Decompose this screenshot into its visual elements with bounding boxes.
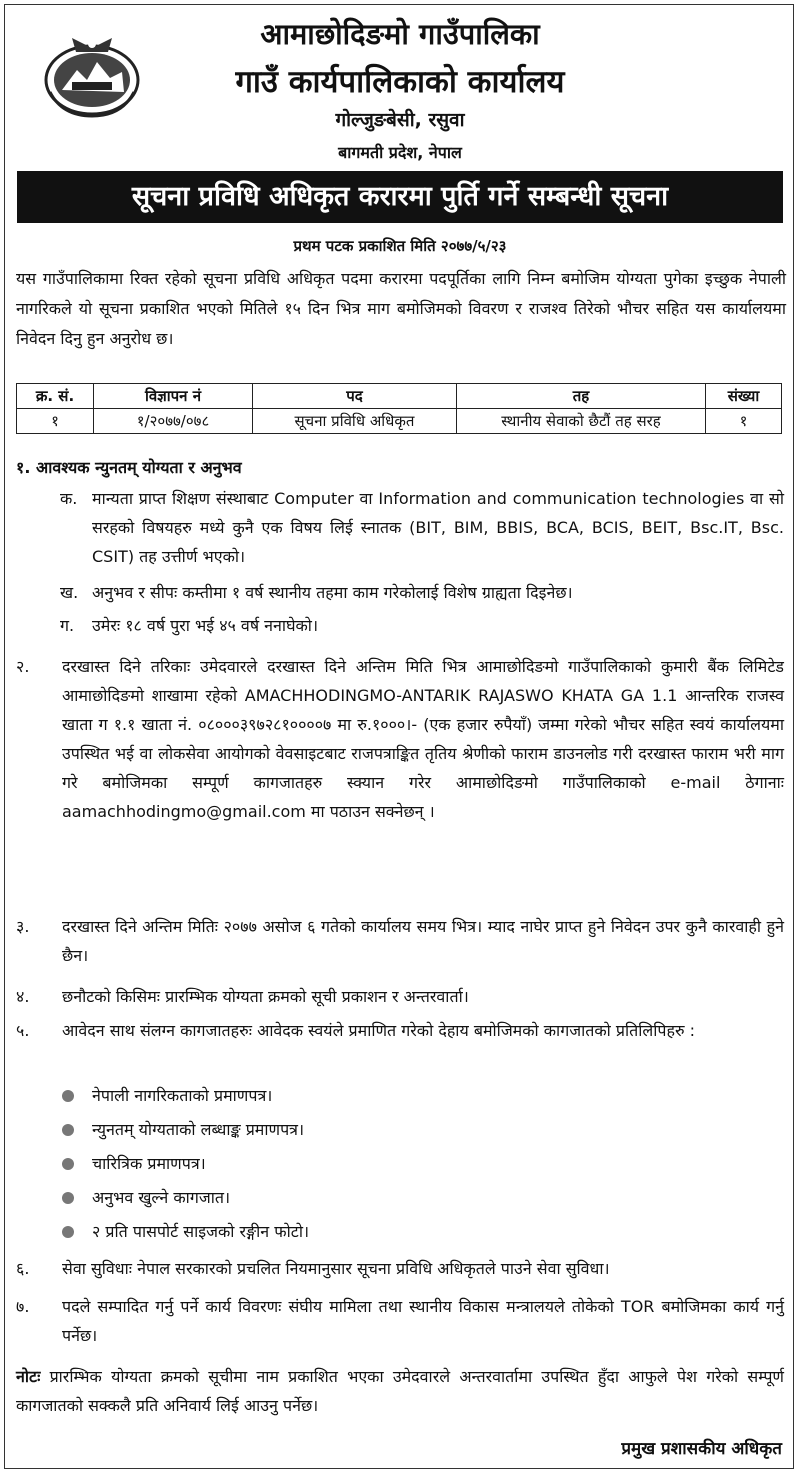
item-text: उमेरः १८ वर्ष पुरा भई ४५ वर्ष ननाघेको। [92, 616, 319, 635]
deadline-item [16, 912, 784, 970]
item-label: क. [60, 489, 78, 508]
item-text: मान्यता प्राप्त शिक्षण संस्थाबाट Computer वा Information and communication technologies वा सो सरहको विषयहरु मध्ये कुनै एक विषय लिई स्नातक (BIT, BIM, BBIS, BCA, BCIS, BEIT, Bsc.IT, Bsc. CSIT) तह उत्तीर्ण भएको। [92, 489, 784, 566]
table-row [17, 409, 782, 434]
office-address: गोल्जुङबेसी, रसुवा [335, 109, 465, 131]
qualification-item-kha [60, 578, 784, 607]
attachment-list-item: चारित्रिक प्रमाणपत्र। [92, 1154, 206, 1173]
item-label: ग. [60, 616, 75, 635]
note-label: नोटः [16, 1367, 41, 1386]
selection-type-item [16, 982, 784, 1011]
service-facility-item [16, 1254, 784, 1283]
signature-designation: प्रमुख प्रशासकीय अधिकृत [621, 1439, 782, 1459]
application-method-item [16, 652, 784, 826]
job-description-item [16, 1292, 784, 1350]
col-level-header: तह [457, 384, 706, 409]
item-text: दरखास्त दिने तरिकाः उमेदवारले दरखास्त दिने अन्तिम मिति भित्र आमाछोदिङमो गाउँपालिकाको कुमारी बैंक लिमिटेड आमाछोदिङमो शाखामा रहेको AMACHHODINGMO-ANTARIK RAJASWO KHATA GA 1.1 आन्तरिक राजस्व खाता ग १.१ खाता नं. ०८०००३९७२८१००००७ मा रु.१०००।- (एक हजार रुपैयाँ) जम्मा गरेको भौचर सहित स्वयं कार्यालयमा उपस्थित भई वा लोकसेवा आयोगको वेवसाइटबाट राजपत्राङ्कित तृतिय श्रेणीको फाराम डाउनलोड गरी दरखास्त फाराम भरी माग गरे बमोजिमका सम्पूर्ण कागजातहरु स्क्यान गरेर आमाछोदिङमो गाउँपालिकाको e-mail ठेगानाः aamachhodingmo@gmail.com मा पठाउन सक्नेछन् । [62, 657, 784, 821]
item-text: दरखास्त दिने अन्तिम मितिः २०७७ असोज ६ गतेको कार्यालय समय भित्र। म्याद नाघेर प्राप्त हुने निवेदन उपर कुनै कारवाही हुने छैन। [62, 917, 784, 965]
item-label: ४. [16, 987, 30, 1006]
bullet-icon [62, 1158, 74, 1170]
note-text: प्रारम्भिक योग्यता क्रमको सूचीमा नाम प्रकाशित भएका उमेदवारले अन्तरवार्तामा उपस्थित हुँदा आफुले पेश गरेको सम्पूर्ण कागजातको सक्कलै प्रति अनिवार्य लिई आउनु पर्नेछ। [16, 1367, 784, 1415]
item-label: ६. [16, 1259, 30, 1278]
item-text: छनौटको किसिमः प्रारम्भिक योग्यता क्रमको सूची प्रकाशन र अन्तरवार्ता। [62, 987, 469, 1006]
attachment-list-item: २ प्रति पासपोर्ट साइजको रङ्गीन फोटो। [92, 1222, 310, 1241]
item-text: सेवा सुविधाः नेपाल सरकारको प्रचलित नियमानुसार सूचना प्रविधि अधिकृतले पाउने सेवा सुविधा। [62, 1259, 610, 1278]
published-date: प्रथम पटक प्रकाशित मिति २०७७/५/२३ [293, 237, 507, 255]
cell-post: सूचना प्रविधि अधिकृत [253, 409, 457, 434]
qualification-item-ga [60, 611, 784, 640]
attachments-item [16, 1016, 784, 1045]
attachment-list-item: न्युनतम् योग्यताको लब्धाङ्क प्रमाणपत्र। [92, 1120, 305, 1139]
bullet-icon [62, 1124, 74, 1136]
item-text: आवेदन साथ संलग्न कागजातहरुः आवेदक स्वयंले प्रमाणित गरेको देहाय बमोजिमको कागजातको प्रतिलिपिहरु : [62, 1021, 695, 1040]
cell-level: स्थानीय सेवाको छैटौं तह सरह [457, 409, 706, 434]
item-label: २. [16, 657, 30, 676]
col-sn-header: क्र. सं. [17, 384, 94, 409]
item-label: ७. [16, 1297, 30, 1316]
bullet-icon [62, 1226, 74, 1238]
intro-paragraph: यस गाउँपालिकामा रिक्त रहेको सूचना प्रविधि अधिकृत पदमा करारमा पदपूर्तिका लागि निम्न बमोजिम योग्यता पुगेका इच्छुक नेपाली नागरिकले यो सूचना प्रकाशित भएको मितिले १५ दिन भित्र माग बमोजिमको विवरण र राजश्व तिरेको भौचर सहित यस कार्यालयमा निवेदन दिनु हुन अनुरोध छ। [16, 269, 786, 348]
attachment-list-item: अनुभव खुल्ने कागजात। [92, 1188, 231, 1207]
col-count-header: संख्या [706, 384, 782, 409]
item-text: पदले सम्पादित गर्नु पर्ने कार्य विवरणः संघीय मामिला तथा स्थानीय विकास मन्त्रालयले तोकेको TOR बमोजिमका कार्य गर्नु पर्नेछ। [62, 1297, 784, 1345]
vacancy-table [16, 383, 782, 434]
note-paragraph [16, 1362, 784, 1420]
office-province: बागमती प्रदेश, नेपाल [338, 143, 462, 162]
col-post-header: पद [253, 384, 457, 409]
notice-title-banner: सूचना प्रविधि अधिकृत करारमा पुर्ति गर्ने सम्बन्धी सूचना [17, 171, 783, 223]
bullet-icon [62, 1192, 74, 1204]
item-label: ५. [16, 1021, 30, 1040]
item-label: ३. [16, 917, 30, 936]
table-header-row [17, 384, 782, 409]
cell-ad-no: १/२०७७/०७८ [94, 409, 253, 434]
col-ad-no-header: विज्ञापन नं [94, 384, 253, 409]
section-qualification-title: १. आवश्यक न्युनतम् योग्यता र अनुभव [16, 458, 242, 477]
item-text: अनुभव र सीपः कम्तीमा १ वर्ष स्थानीय तहमा काम गरेकोलाई विशेष ग्राह्यता दिइनेछ। [92, 583, 573, 602]
bullet-icon [62, 1090, 74, 1102]
cell-count: १ [706, 409, 782, 434]
item-label: ख. [60, 583, 79, 602]
attachment-list-item: नेपाली नागरिकताको प्रमाणपत्र। [92, 1086, 273, 1105]
office-name: गाउँ कार्यपालिकाको कार्यालय [235, 64, 565, 100]
cell-sn: १ [17, 409, 94, 434]
qualification-item-ka [60, 484, 784, 571]
municipality-name: आमाछोदिङमो गाउँपालिका [260, 17, 540, 51]
